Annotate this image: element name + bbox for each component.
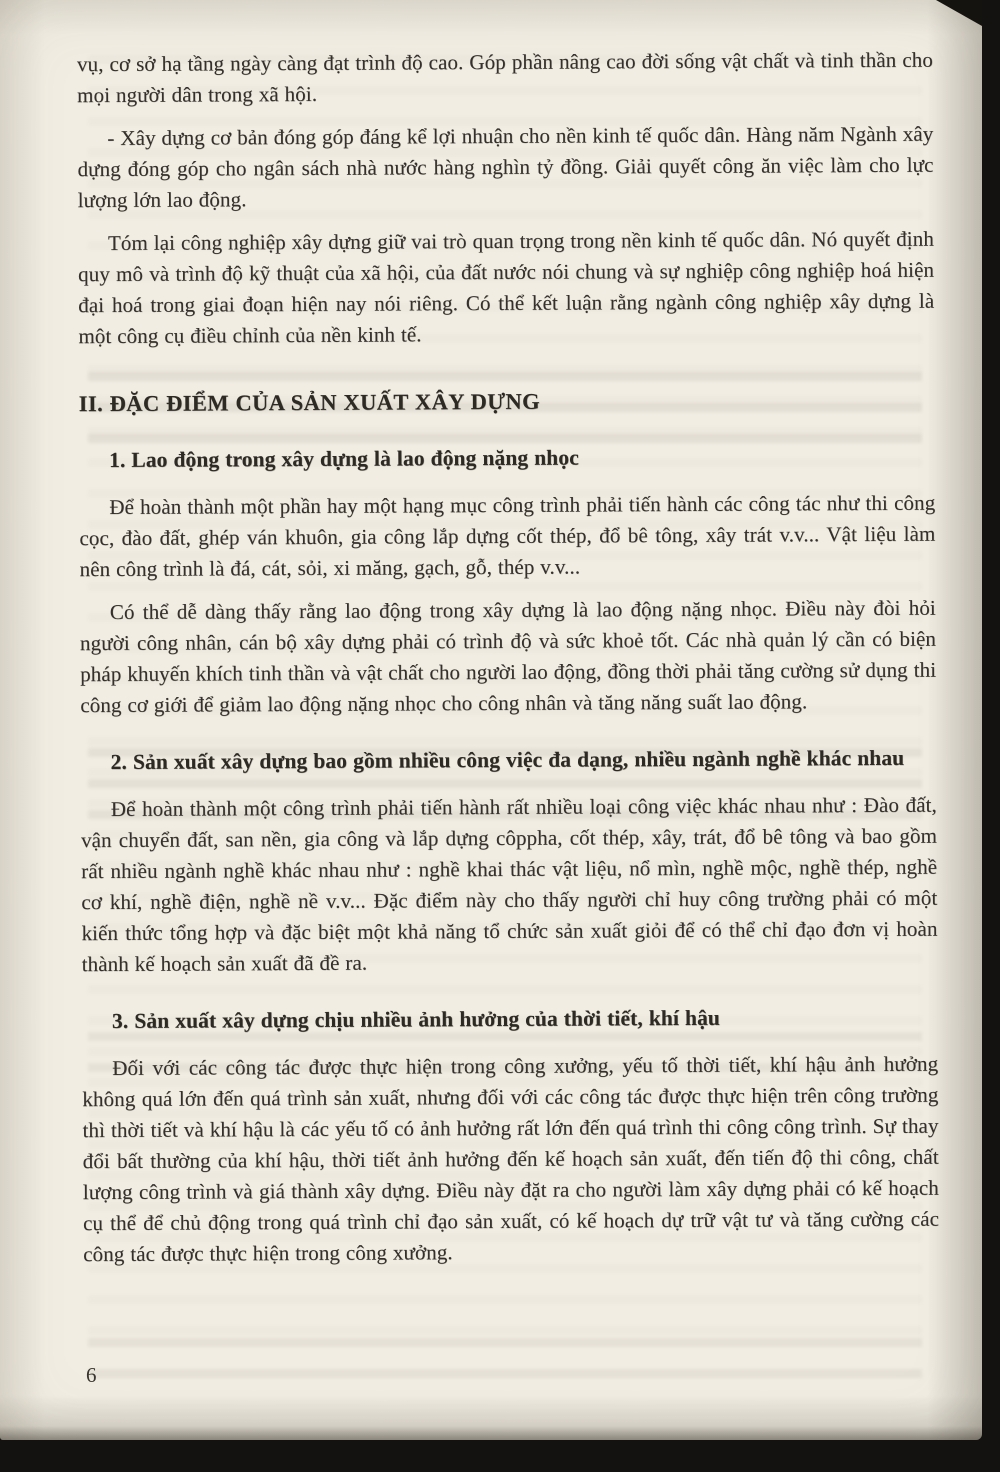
paragraph: Có thể dễ dàng thấy rằng lao động trong xây dựng là lao động nặng nhọc. Điều này đòi hỏi người công nhân, cán bộ xây dựng phải có trình độ và sức khoẻ tốt. Các nhà quản lý cần có biện pháp khuyến khích tinh thần và vật chất cho người lao động, đồng thời phải tăng cường sử dụng thi công cơ giới để giảm lao động nặng nhọc cho công nhân và tăng năng suất lao động. xyxy=(79,595,937,718)
paragraph: - Xây dựng cơ bản đóng góp đáng kể lợi nhuận cho nền kinh tế quốc dân. Hàng năm Ngành xây dựng đóng góp cho ngân sách nhà nước hàng nghìn tỷ đồng. Giải quyết công ăn việc làm cho lực lượng lớn lao động. xyxy=(77,121,934,213)
subsection-heading: 2. Sản xuất xây dựng bao gồm nhiều công việc đa dạng, nhiều ngành nghề khác nhau xyxy=(110,745,905,774)
subsection-heading: 1. Lao động trong xây dựng là lao động nặng nhọc xyxy=(108,445,579,472)
paragraph: Để hoàn thành một phần hay một hạng mục công trình phải tiến hành các công tác như thi công cọc, đào đất, ghép ván khuôn, gia công lắp dựng cốt thép, đổ bê tông, xây trát v.v... Vật liệu làm nên công trình là đá, cát, sỏi, xi măng, gạch, gỗ, thép v.v... xyxy=(79,490,936,582)
paragraph: Để hoàn thành một công trình phải tiến hành rất nhiều loại công việc khác nhau như : Đào đất, vận chuyển đất, san nền, gia công và lắp dựng côppha, cốt thép, xây, trát, đổ bê tông và bao gồm rất nhiều ngành nghề khác nhau như : nghề khai thác vật liệu, nổ mìn, nghề mộc, nghề thép, nghề cơ khí, nghề điện, nghề nề v.v... Đặc điểm này cho thấy người chỉ huy công trường phải có một kiến thức tổng hợp và đặc biệt một khả năng tổ chức sản xuất giỏi để có thể chỉ đạo đơn vị hoàn thành kế hoạch sản xuất đã đề ra. xyxy=(80,792,938,977)
bleedthrough-texture xyxy=(88,1338,922,1393)
paragraph: Đối với các công tác được thực hiện trong công xưởng, yếu tố thời tiết, khí hậu ảnh hưởng không quá lớn đến quá trình sản xuất, nhưng đối với các công tác được thực hiện trên công trường thì thời tiết và khí hậu là các yếu tố có ảnh hưởng rất lớn đến quá trình thi công công trình. Sự thay đổi bất thường của khí hậu, thời tiết ảnh hưởng đến kế hoạch sản xuất, đến tiến độ thi công, chất lượng công trình và giá thành xây dựng. Điều này đặt ra cho người làm xây dựng phải có kế hoạch cụ thể để chủ động trong quá trình chỉ đạo sản xuất, có kế hoạch dự trữ vật tư và tăng cường các công tác được thực hiện trong công xưởng. xyxy=(82,1051,940,1267)
paragraph: vụ, cơ sở hạ tầng ngày càng đạt trình độ cao. Góp phần nâng cao đời sống vật chất và tinh thần cho mọi người dân trong xã hội. xyxy=(76,47,934,108)
page-bottom-shade xyxy=(0,1426,982,1440)
subsection-heading: 3. Sản xuất xây dựng chịu nhiều ảnh hưởng của thời tiết, khí hậu xyxy=(111,1005,721,1033)
section-heading: II. ĐẶC ĐIỂM CỦA SẢN XUẤT XÂY DỰNG xyxy=(78,388,541,417)
page-number: 6 xyxy=(86,1363,97,1387)
paragraph: Tóm lại công nghiệp xây dựng giữ vai trò quan trọng trong nền kinh tế quốc dân. Nó quyết định quy mô và trình độ kỹ thuật của xã hội, của đất nước nói chung và sự nghiệp công nghiệp hoá hiện đại hoá trong giai đoạn hiện nay nói riêng. Có thể kết luận rằng ngành công nghiệp xây dựng là một công cụ điều chỉnh của nền kinh tế. xyxy=(78,226,935,349)
